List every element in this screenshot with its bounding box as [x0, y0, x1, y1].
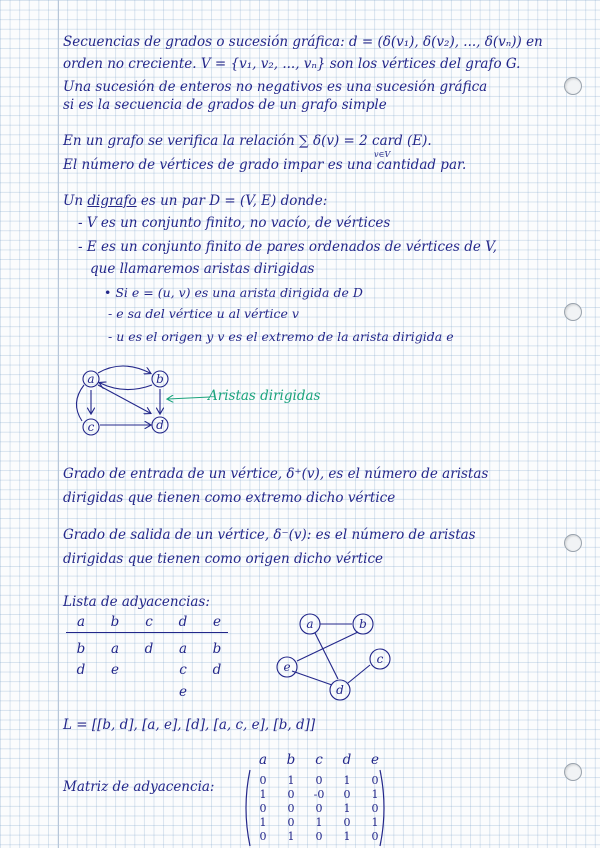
- matrix-title: Matriz de adyacencia:: [63, 779, 215, 795]
- matrix-cell: 1: [343, 774, 351, 787]
- list-cell: d: [76, 662, 86, 678]
- edge-e-d: [292, 671, 332, 685]
- list-header: e: [213, 614, 221, 630]
- matrix-cell: 1: [287, 774, 295, 787]
- text-line: Grado de entrada de un vértice, δ⁺(v), es el número de aristas: [63, 466, 489, 482]
- list-cell: d: [212, 662, 222, 678]
- graph-diagram: [270, 605, 400, 705]
- list-cell: b: [76, 641, 86, 657]
- text-line: orden no creciente. V = {v₁, v₂, ..., vₙ} son los vértices del grafo G.: [63, 56, 521, 72]
- matrix-header: e: [371, 752, 379, 768]
- right-bracket: [380, 770, 384, 846]
- text-fragment: Un: [63, 193, 88, 209]
- binder-hole: [564, 303, 582, 321]
- edge-b-e: [297, 632, 358, 661]
- matrix-cell: 0: [315, 830, 323, 843]
- node-label: c: [87, 420, 95, 434]
- matrix-cell: 1: [371, 788, 379, 801]
- matrix-cell: 0: [315, 774, 323, 787]
- list-cell: e: [111, 662, 119, 678]
- matrix-cell: 1: [259, 788, 267, 801]
- binder-hole: [564, 763, 582, 781]
- matrix-cell: 0: [343, 788, 351, 801]
- matrix-cell: 0: [371, 774, 379, 787]
- list-cell: d: [144, 641, 154, 657]
- matrix-cell: 0: [343, 816, 351, 829]
- text-line: • Si e = (u, v) es una arista dirigida de D: [104, 285, 363, 300]
- list-cell: a: [178, 641, 188, 657]
- node-label: b: [156, 372, 164, 386]
- edge-b-a: [100, 383, 152, 390]
- matrix-cell: 1: [343, 802, 351, 815]
- text-line: El número de vértices de grado impar es una cantidad par.: [63, 157, 467, 173]
- edge-c-a-curve: [76, 385, 84, 421]
- matrix-cell: 0: [287, 788, 295, 801]
- margin-line: [58, 0, 59, 848]
- matrix-cell: 0: [287, 802, 295, 815]
- list-title: Lista de adyacencias:: [63, 594, 210, 610]
- node-label: e: [283, 660, 291, 674]
- text-line: Grado de salida de un vértice, δ⁻(v): es el número de aristas: [63, 527, 476, 543]
- binder-hole: [564, 77, 582, 95]
- digrafo-term: digrafo: [87, 193, 137, 209]
- matrix-cell: 1: [371, 816, 379, 829]
- annotation-arrow: [168, 397, 210, 399]
- binder-hole: [564, 534, 582, 552]
- sum-subscript: v∈V: [374, 150, 391, 159]
- matrix-cell: 1: [259, 816, 267, 829]
- node-label: a: [87, 372, 95, 386]
- matrix-brackets: [240, 768, 390, 848]
- matrix-cell: -0: [313, 788, 325, 801]
- left-bracket: [246, 770, 250, 846]
- matrix-header: a: [258, 752, 268, 768]
- edge-list: L = [[b, d], [a, e], [d], [a, c, e], [b, d]]: [63, 717, 316, 733]
- list-header: c: [145, 614, 153, 630]
- text-line: En un grafo se verifica la relación ∑ δ(v) = 2 card (E).: [63, 133, 432, 149]
- list-header: b: [110, 614, 120, 630]
- digraph-definition: [63, 193, 327, 209]
- matrix-cell: 1: [315, 816, 323, 829]
- list-cell: e: [179, 684, 187, 700]
- edge-c-d: [348, 665, 370, 683]
- list-header: a: [76, 614, 86, 630]
- text-line: - E es un conjunto finito de pares ordenados de vértices de V,: [78, 239, 497, 255]
- matrix-cell: 0: [259, 802, 267, 815]
- text-line: dirigidas que tienen como extremo dicho vértice: [63, 490, 396, 506]
- matrix-header: d: [342, 752, 352, 768]
- edge-a-d: [315, 633, 338, 679]
- list-cell: a: [110, 641, 120, 657]
- text-line: que llamaremos aristas dirigidas: [90, 261, 315, 277]
- list-cell: c: [179, 662, 187, 678]
- matrix-header: c: [315, 752, 323, 768]
- node-label: d: [336, 683, 344, 697]
- text-fragment: es un par D = (V, E) donde:: [136, 193, 328, 209]
- matrix-cell: 0: [371, 830, 379, 843]
- matrix-cell: 0: [315, 802, 323, 815]
- text-line: - V es un conjunto finito, no vacío, de vértices: [78, 215, 391, 231]
- matrix-cell: 1: [343, 830, 351, 843]
- matrix-cell: 0: [259, 774, 267, 787]
- text-line: - u es el origen y v es el extremo de la arista dirigida e: [108, 329, 454, 344]
- text-line: - e sa del vértice u al vértice v: [108, 306, 299, 321]
- list-cell: b: [212, 641, 222, 657]
- matrix-cell: 0: [287, 816, 295, 829]
- node-label: d: [156, 418, 164, 432]
- matrix-cell: 0: [259, 830, 267, 843]
- node-label: a: [306, 617, 314, 631]
- node-label: b: [359, 617, 367, 631]
- node-label: c: [376, 652, 384, 666]
- table-rule: [66, 632, 228, 633]
- text-line: Una sucesión de enteros no negativos es una sucesión gráfica: [63, 79, 488, 95]
- list-header: d: [178, 614, 188, 630]
- matrix-cell: 1: [287, 830, 295, 843]
- matrix-header: b: [286, 752, 296, 768]
- matrix-cell: 0: [371, 802, 379, 815]
- text-line: Secuencias de grados o sucesión gráfica: d = (δ(v₁), δ(v₂), ..., δ(vₙ)) en: [63, 34, 543, 50]
- text-line: dirigidas que tienen como origen dicho vértice: [63, 551, 384, 567]
- text-line: si es la secuencia de grados de un grafo simple: [63, 97, 387, 113]
- annotation-label: Aristas dirigidas: [208, 388, 321, 404]
- edge-a-b: [98, 366, 150, 373]
